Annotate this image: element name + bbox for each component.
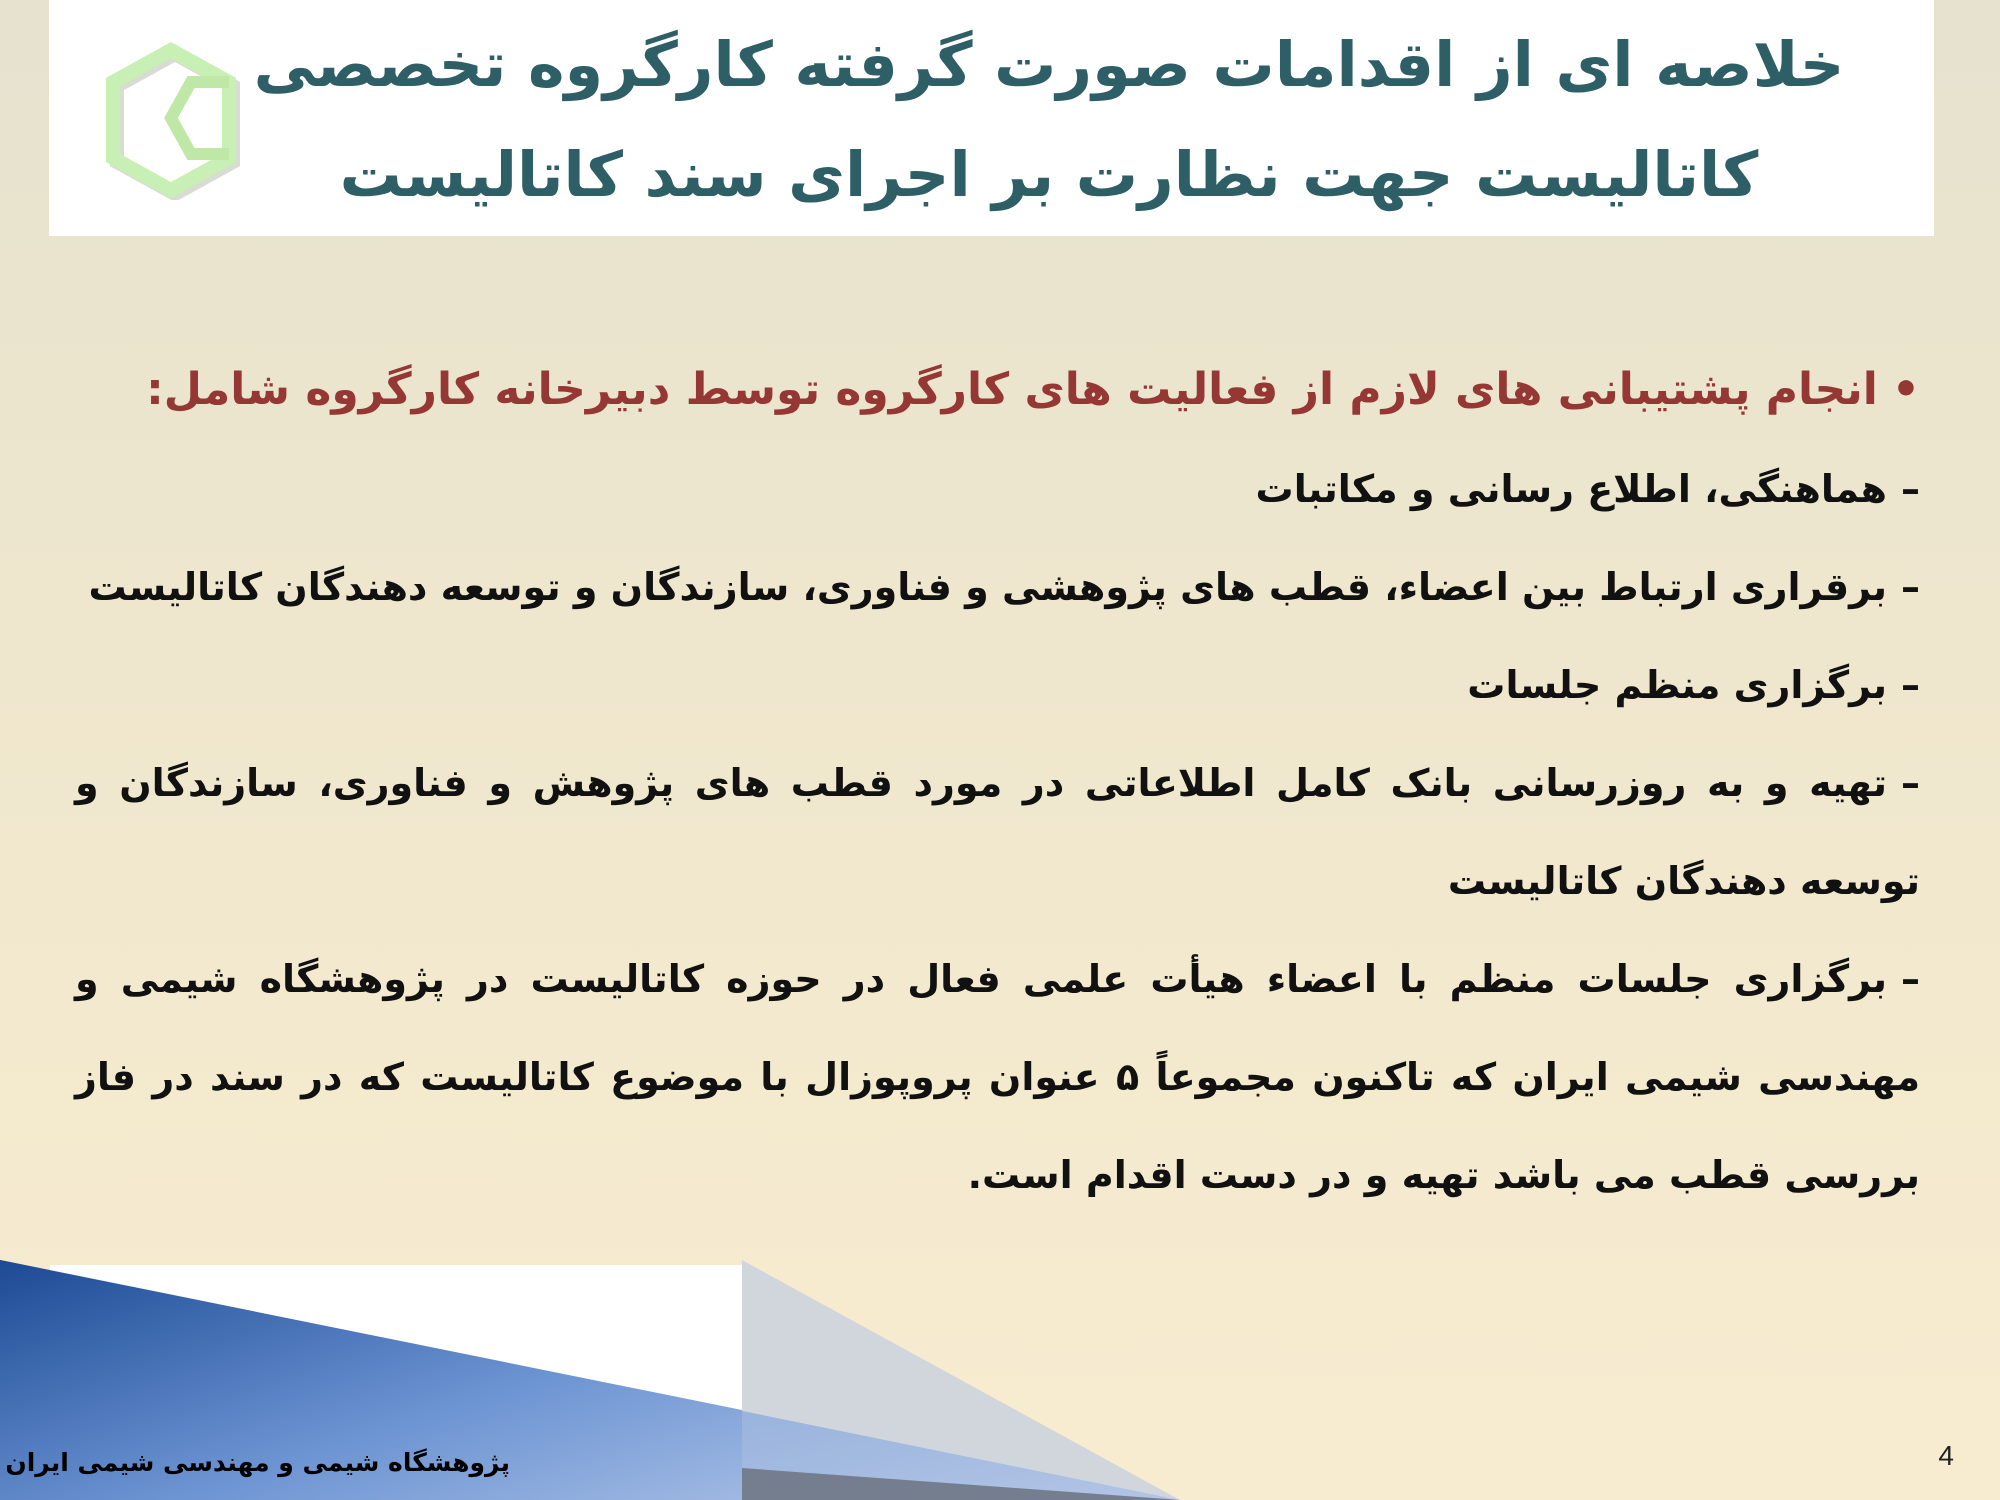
list-item bbox=[75, 538, 1920, 636]
list-item-text: برگزاری منظم جلسات bbox=[1467, 663, 1887, 707]
list-item bbox=[75, 440, 1920, 538]
footer-institute-name: پژوهشگاه شیمی و مهندسی شیمی ایران bbox=[5, 1448, 510, 1477]
list-item bbox=[75, 930, 1920, 1224]
dash-icon: – bbox=[1901, 565, 1920, 609]
title-line-2: کاتالیست جهت نظارت بر اجرای سند کاتالیست bbox=[339, 138, 1759, 211]
list-item-text: هماهنگی، اطلاع رسانی و مکاتبات bbox=[1255, 467, 1887, 511]
title-band bbox=[49, 0, 1934, 236]
dash-icon: – bbox=[1901, 761, 1920, 805]
title-line-1: خلاصه ای از اقدامات صورت گرفته کارگروه تخصصی bbox=[253, 28, 1845, 101]
dash-icon: – bbox=[1901, 467, 1920, 511]
list-item-text: برقراری ارتباط بین اعضاء، قطب های پژوهشی و فناوری، سازندگان و توسعه دهندگان کاتالیست bbox=[88, 565, 1887, 609]
slide-content bbox=[70, 340, 1920, 1224]
list-item bbox=[75, 636, 1920, 734]
bullet-heading-text: انجام پشتیبانی های لازم از فعالیت های کارگروه توسط دبیرخانه کارگروه شامل: bbox=[146, 364, 1878, 415]
bullet-heading bbox=[70, 340, 1920, 440]
bullet-icon: • bbox=[1891, 364, 1920, 415]
hexagon-logo-icon bbox=[101, 40, 241, 200]
sub-item-list bbox=[75, 440, 1920, 1224]
dash-icon: – bbox=[1901, 663, 1920, 707]
slide-title bbox=[249, 10, 1849, 230]
list-item-text: تهیه و به روزرسانی بانک کامل اطلاعاتی در مورد قطب های پژوهش و فناوری، سازندگان و توسعه دهندگان کاتالیست bbox=[75, 761, 1920, 903]
page-number: 4 bbox=[1938, 1440, 1954, 1471]
dash-icon: – bbox=[1901, 957, 1920, 1001]
list-item-text: برگزاری جلسات منظم با اعضاء هیأت علمی فعال در حوزه کاتالیست در پژوهشگاه شیمی و مهندسی شیمی ایران که تاکنون مجموعاً ۵ عنوان پروپوزال با موضوع کاتالیست که در سند در فاز بررسی قطب می باشد تهیه و در دست اقدام است. bbox=[75, 957, 1921, 1197]
list-item bbox=[75, 734, 1920, 930]
